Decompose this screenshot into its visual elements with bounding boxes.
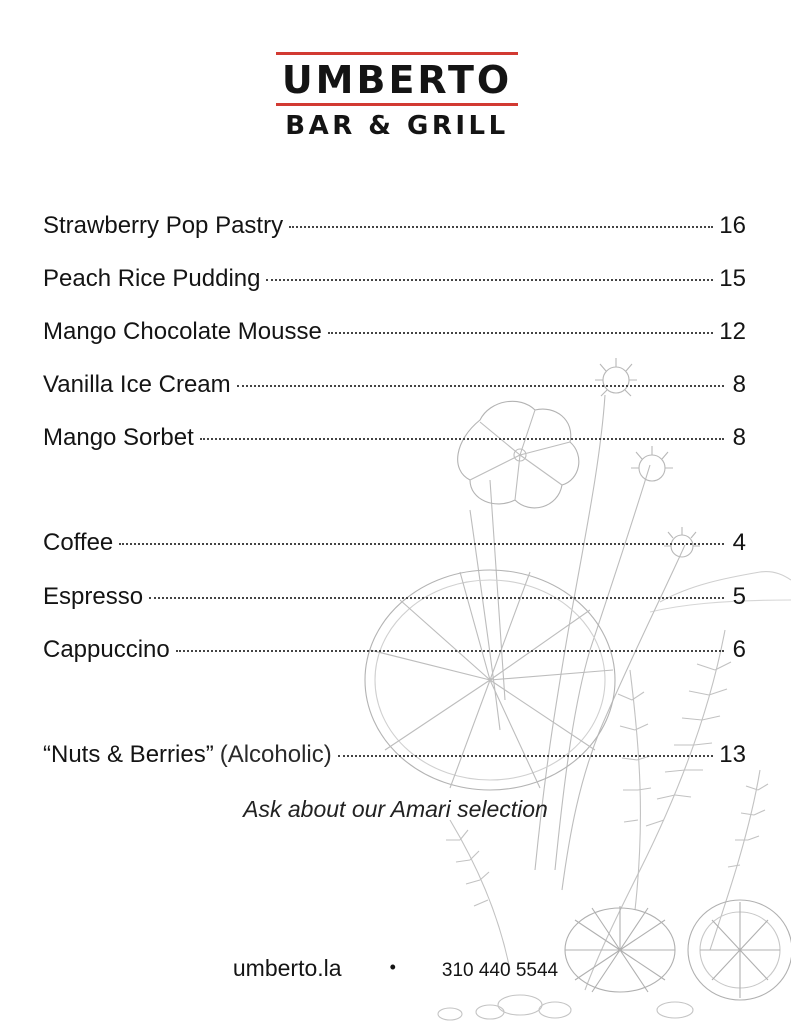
menu-item-name: Peach Rice Pudding xyxy=(43,265,261,292)
dot-leader xyxy=(266,279,713,281)
restaurant-logo xyxy=(276,52,518,140)
dot-leader xyxy=(289,226,713,228)
logo-name: UMBERTO xyxy=(281,58,513,102)
menu-item xyxy=(43,212,746,246)
menu-item-price: 8 xyxy=(732,424,746,451)
dot-leader xyxy=(200,438,724,440)
menu-item-price: 15 xyxy=(719,265,746,292)
menu-item-name: Strawberry Pop Pastry xyxy=(43,212,284,239)
menu-item-price: 4 xyxy=(732,529,746,556)
menu-item xyxy=(43,636,746,670)
dot-leader xyxy=(328,332,713,334)
menu-item xyxy=(43,583,746,617)
footer-separator: • xyxy=(389,957,396,977)
menu-item-price: 16 xyxy=(719,212,746,239)
menu-item-name: Mango Sorbet xyxy=(43,424,194,451)
menu-item-price: 6 xyxy=(732,636,746,663)
dot-leader xyxy=(119,543,724,545)
logo-top-rule xyxy=(276,52,518,55)
menu-item-price: 8 xyxy=(732,371,746,398)
menu-item xyxy=(43,265,746,299)
menu-item-cocktail xyxy=(43,741,746,775)
menu-item xyxy=(43,371,746,405)
menu-item-name: Coffee xyxy=(43,529,114,556)
logo-subtitle: BAR & GRILL xyxy=(285,111,509,141)
dot-leader xyxy=(338,755,714,757)
menu-item-name: Espresso xyxy=(43,583,144,610)
menu-item-name: Cappuccino xyxy=(43,636,170,663)
menu-item-price: 13 xyxy=(719,741,746,768)
logo-middle-rule xyxy=(276,103,518,106)
menu-item xyxy=(43,424,746,458)
amari-note: Ask about our Amari selection xyxy=(243,796,548,822)
menu-item-name: Mango Chocolate Mousse xyxy=(43,318,322,345)
menu-item-name: “Nuts & Berries” xyxy=(43,741,214,768)
dot-leader xyxy=(176,650,724,652)
phone-number[interactable]: 310 440 5544 xyxy=(441,960,559,981)
dot-leader xyxy=(149,597,724,599)
menu-item-price: 5 xyxy=(732,583,746,610)
footer xyxy=(0,955,791,982)
menu-item xyxy=(43,318,746,352)
menu-item xyxy=(43,529,746,563)
dot-leader xyxy=(237,385,724,387)
website-link[interactable]: umberto.la xyxy=(232,955,342,981)
menu-item-note: (Alcoholic) xyxy=(219,741,332,768)
menu-item-name: Vanilla Ice Cream xyxy=(43,371,231,398)
menu-item-price: 12 xyxy=(719,318,746,345)
